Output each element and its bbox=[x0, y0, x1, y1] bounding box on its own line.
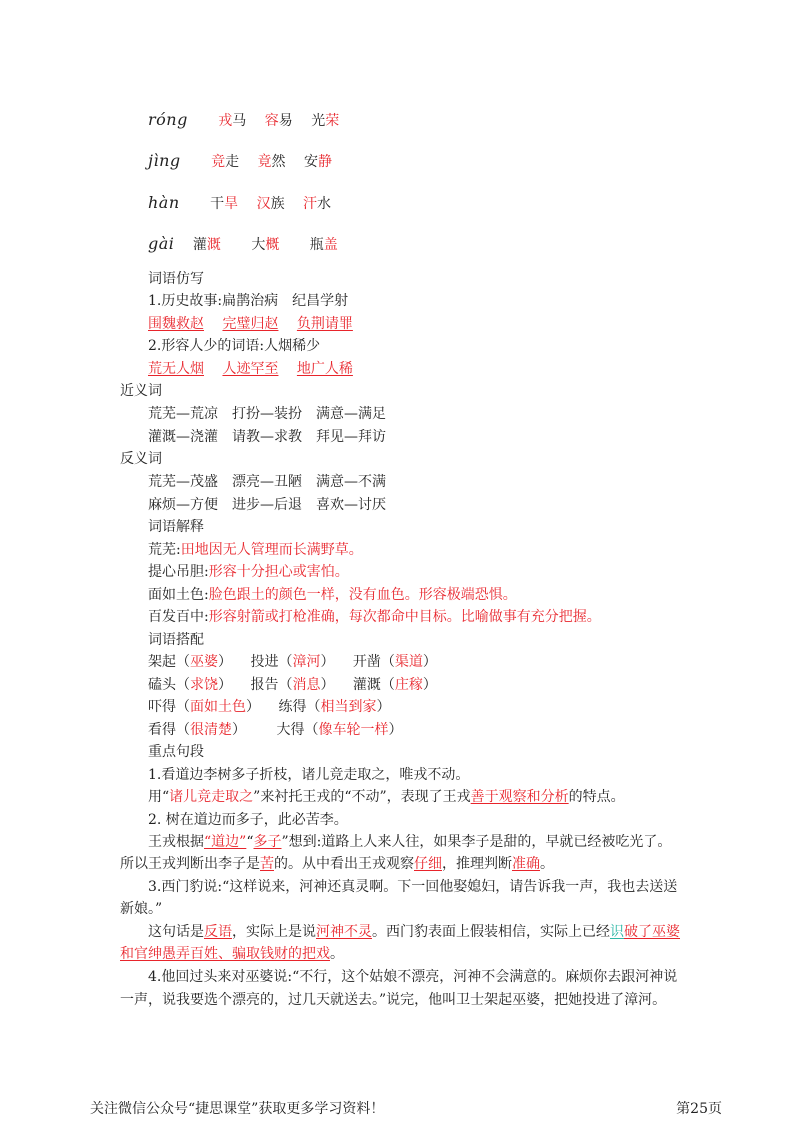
verb: 练得 bbox=[278, 699, 307, 715]
word-pair-row: 荒芜—茂盛 漂亮—丑陋 满意—不满 bbox=[148, 474, 386, 490]
section-heading: 反义词 bbox=[120, 451, 162, 467]
word-char: 易 bbox=[278, 113, 293, 129]
text: 。西门豹表面上假装相信，实际上已经 bbox=[372, 924, 610, 940]
text: 所以王戎判断出李子是 bbox=[120, 856, 260, 872]
passage: 一声，说我要选个漂亮的，过几天就送去。”说完，他叫卫士架起巫婆，把她投进了漳河。 bbox=[120, 992, 667, 1008]
word-char: 瓶 bbox=[309, 237, 324, 253]
term: 面如土色: bbox=[148, 587, 209, 603]
answer: 仔细 bbox=[414, 856, 442, 872]
section-heading: 词语搭配 bbox=[148, 632, 204, 648]
verb: 开凿 bbox=[352, 654, 381, 670]
text: ”想到:道路上人来人往，如果李子是甜的，早就已经被吃光了。 bbox=[281, 834, 672, 850]
answer: 诸儿竞走取之 bbox=[169, 789, 254, 805]
word-char: 汗 bbox=[303, 196, 318, 212]
word-pair-row: 荒芜—荒凉 打扮—装扮 满意—满足 bbox=[148, 406, 386, 422]
collocation-row bbox=[148, 697, 390, 717]
verb: 投进 bbox=[250, 654, 279, 670]
paren: ） bbox=[218, 677, 232, 693]
word-char: 马 bbox=[232, 113, 247, 129]
answer: 多子 bbox=[253, 834, 282, 850]
paren: （ bbox=[306, 699, 321, 715]
word-char: 汉 bbox=[256, 196, 271, 212]
paren: ） bbox=[320, 677, 335, 693]
analysis bbox=[148, 787, 625, 807]
word-char: 走 bbox=[225, 154, 240, 170]
text: 。 bbox=[330, 946, 344, 962]
imitation-item: 2.形容人少的词语:人烟稀少 bbox=[148, 338, 321, 354]
verb: 大得 bbox=[276, 722, 305, 738]
answer: 苦 bbox=[260, 856, 274, 872]
verb: 架起 bbox=[148, 654, 176, 670]
answer: 破了巫婆 bbox=[624, 924, 680, 940]
collocation-row bbox=[148, 720, 402, 740]
word-char: 竞 bbox=[211, 154, 226, 170]
explanation bbox=[148, 585, 517, 605]
paren: ） bbox=[232, 722, 246, 738]
pinyin: jìng bbox=[148, 151, 181, 170]
page-number: 第25页 bbox=[676, 1101, 722, 1117]
paren: （ bbox=[380, 654, 395, 670]
text: 这句话是 bbox=[148, 924, 204, 940]
term: 百发百中: bbox=[148, 609, 209, 625]
pinyin-row-rong bbox=[148, 110, 339, 131]
definition: 脸色跟土的颜色一样，没有血色。形容极端恐惧。 bbox=[208, 587, 517, 603]
pinyin: hàn bbox=[148, 193, 180, 212]
answer: 完璧归赵 bbox=[222, 316, 279, 332]
object: 庄稼 bbox=[394, 677, 423, 693]
answer: 地广人稀 bbox=[296, 361, 353, 377]
verb: 吓得 bbox=[148, 699, 176, 715]
word-char: 竟 bbox=[257, 154, 272, 170]
paren: （ bbox=[176, 699, 190, 715]
paren: （ bbox=[176, 654, 190, 670]
collocation-row bbox=[148, 652, 437, 672]
word-char: 干 bbox=[210, 196, 225, 212]
word-char: 溉 bbox=[206, 237, 221, 253]
paren: （ bbox=[176, 722, 190, 738]
paren: ） bbox=[388, 722, 403, 738]
analysis bbox=[120, 944, 344, 964]
passage: 新娘。” bbox=[120, 901, 163, 917]
word-char: 大 bbox=[251, 237, 266, 253]
paren: （ bbox=[278, 677, 293, 693]
text: 用“ bbox=[148, 789, 170, 805]
answer-row bbox=[148, 359, 353, 379]
word-char: 水 bbox=[317, 196, 332, 212]
word-char: 族 bbox=[270, 196, 285, 212]
paren: ） bbox=[422, 677, 437, 693]
word-char: 戎 bbox=[218, 113, 233, 129]
explanation bbox=[148, 540, 363, 560]
answer: 负荆请罪 bbox=[296, 316, 353, 332]
analysis bbox=[120, 854, 554, 874]
answer: 围魏救赵 bbox=[148, 316, 204, 332]
text: 的。从中看出王戎观察 bbox=[274, 856, 414, 872]
word-char: 容 bbox=[264, 113, 279, 129]
word-pair-row: 灌溉—浇灌 请教—求教 拜见—拜访 bbox=[148, 429, 386, 445]
passage: 3.西门豹说:“这样说来，河神还真灵啊。下一回他娶媳妇，请告诉我一声，我也去送送 bbox=[148, 879, 678, 895]
object: 巫婆 bbox=[190, 654, 218, 670]
object: 消息 bbox=[292, 677, 321, 693]
word-char: 静 bbox=[317, 154, 332, 170]
answer: “道边” bbox=[204, 834, 247, 850]
word-char: 然 bbox=[271, 154, 286, 170]
answer: 准确 bbox=[512, 856, 540, 872]
text: ，推理判断 bbox=[442, 856, 512, 872]
verb: 灌溉 bbox=[352, 677, 381, 693]
paren: ） bbox=[246, 699, 260, 715]
pinyin: róng bbox=[148, 110, 188, 129]
answer: 河神不灵 bbox=[316, 924, 372, 940]
definition: 形容十分担心或害怕。 bbox=[208, 564, 349, 580]
word-pair-row: 麻烦—方便 进步—后退 喜欢—讨厌 bbox=[148, 497, 386, 513]
word-char: 荣 bbox=[325, 113, 340, 129]
footer-promo: 关注微信公众号“捷思课堂”获取更多学习资料！ bbox=[90, 1101, 385, 1117]
answer-row bbox=[148, 314, 353, 334]
explanation bbox=[148, 607, 601, 627]
definition: 形容射箭或打枪准确，每次都命中目标。比喻做事有充分把握。 bbox=[208, 609, 601, 625]
explanation bbox=[148, 562, 349, 582]
pinyin-row-han bbox=[148, 193, 331, 214]
section-heading: 近义词 bbox=[120, 383, 162, 399]
term: 提心吊胆: bbox=[148, 564, 209, 580]
object: 求饶 bbox=[190, 677, 218, 693]
pinyin-row-gai bbox=[148, 234, 338, 255]
text: 王戎根据 bbox=[148, 834, 204, 850]
text: ，实际上是说 bbox=[232, 924, 316, 940]
section-heading: 重点句段 bbox=[148, 744, 204, 760]
answer: 识 bbox=[610, 924, 624, 940]
verb: 看得 bbox=[148, 722, 176, 738]
paren: ） bbox=[320, 654, 335, 670]
paren: （ bbox=[304, 722, 319, 738]
word-char: 安 bbox=[303, 154, 318, 170]
word-char: 概 bbox=[265, 237, 280, 253]
answer: 荒无人烟 bbox=[148, 361, 204, 377]
word-char: 灌 bbox=[192, 237, 207, 253]
word-char: 光 bbox=[311, 113, 326, 129]
answer: 善于观察和分析 bbox=[470, 789, 569, 805]
analysis bbox=[148, 922, 680, 942]
pinyin-row-jing bbox=[148, 151, 332, 172]
analysis bbox=[148, 832, 671, 852]
text: 。 bbox=[540, 856, 554, 872]
definition: 田地因无人管理而长满野草。 bbox=[180, 542, 363, 558]
text: “ bbox=[246, 834, 254, 850]
object: 漳河 bbox=[292, 654, 321, 670]
collocation-row bbox=[148, 675, 437, 695]
text: ”来衬托王戎的“不动”，表现了王戎 bbox=[253, 789, 471, 805]
passage: 4.他回过头来对巫婆说:“不行，这个姑娘不漂亮，河神不会满意的。麻烦你去跟河神说 bbox=[148, 969, 678, 985]
object: 像车轮一样 bbox=[318, 722, 389, 738]
paren: （ bbox=[380, 677, 395, 693]
answer: 人迹罕至 bbox=[222, 361, 279, 377]
object: 很清楚 bbox=[190, 722, 232, 738]
term: 荒芜: bbox=[148, 542, 181, 558]
section-heading: 词语解释 bbox=[148, 519, 204, 535]
passage: 1.看道边李树多子折枝，诸儿竞走取之，唯戎不动。 bbox=[148, 767, 470, 783]
pinyin: gài bbox=[148, 234, 175, 253]
passage: 2. 树在道边而多子，此必苦李。 bbox=[148, 812, 348, 828]
paren: ） bbox=[376, 699, 391, 715]
verb: 报告 bbox=[250, 677, 279, 693]
word-char: 盖 bbox=[323, 237, 338, 253]
paren: （ bbox=[176, 677, 190, 693]
object: 渠道 bbox=[394, 654, 423, 670]
answer: 和官绅愚弄百姓、骗取钱财的把戏 bbox=[120, 946, 330, 962]
text: 的特点。 bbox=[568, 789, 625, 805]
object: 相当到家 bbox=[320, 699, 377, 715]
answer: 反语 bbox=[204, 924, 232, 940]
imitation-item: 1.历史故事:扁鹊治病 纪昌学射 bbox=[148, 293, 349, 309]
section-heading: 词语仿写 bbox=[148, 271, 204, 287]
paren: ） bbox=[218, 654, 232, 670]
paren: （ bbox=[278, 654, 293, 670]
paren: ） bbox=[422, 654, 437, 670]
object: 面如土色 bbox=[190, 699, 246, 715]
verb: 磕头 bbox=[148, 677, 176, 693]
word-char: 旱 bbox=[224, 196, 239, 212]
